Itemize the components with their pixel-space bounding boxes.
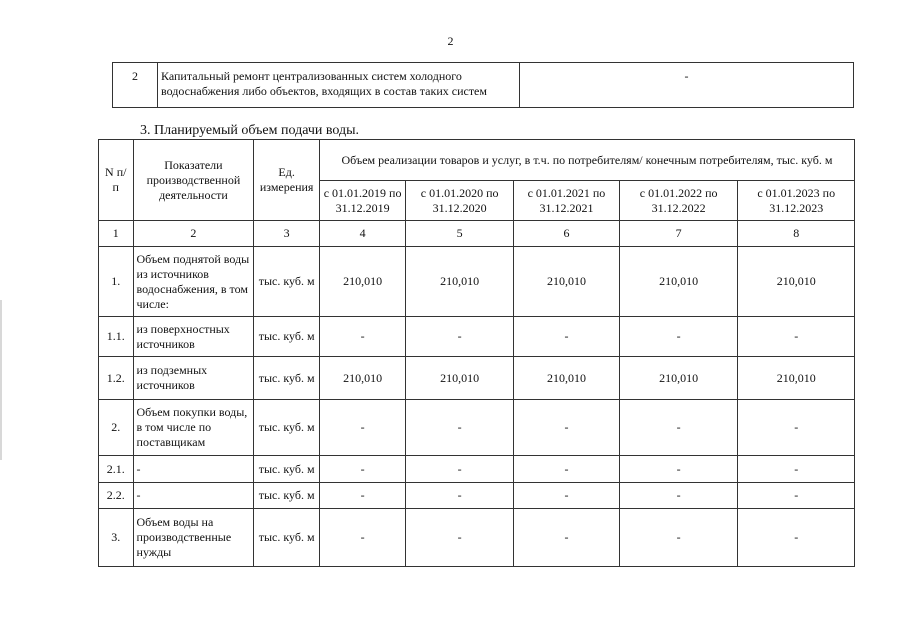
row-unit: тыс. куб. м bbox=[254, 400, 320, 456]
row-value: - bbox=[514, 483, 620, 509]
row-indicator: из подземных источников bbox=[133, 357, 254, 400]
header-group: Объем реализации товаров и услуг, в т.ч. по потребителям/ конечным потребителям, тыс. куб. м bbox=[319, 140, 854, 181]
header-row bbox=[99, 140, 855, 181]
row-number: 2. bbox=[99, 400, 134, 456]
row-value: - bbox=[619, 456, 738, 483]
table-row bbox=[99, 317, 855, 357]
row-value: - bbox=[738, 317, 855, 357]
row-number: 1.1. bbox=[99, 317, 134, 357]
row-value: - bbox=[514, 456, 620, 483]
water-supply-table bbox=[98, 139, 855, 567]
table-row bbox=[99, 247, 855, 317]
top-table bbox=[112, 62, 854, 108]
header-period: с 01.01.2021 по 31.12.2021 bbox=[514, 181, 620, 221]
row-value: - bbox=[514, 400, 620, 456]
row-value: - bbox=[406, 509, 514, 567]
row-indicator: Объем поднятой воды из источников водоснабжения, в том числе: bbox=[133, 247, 254, 317]
table-row bbox=[99, 483, 855, 509]
column-number: 7 bbox=[619, 221, 738, 247]
top-row-number: 2 bbox=[113, 63, 158, 108]
row-value: - bbox=[319, 483, 405, 509]
column-number: 8 bbox=[738, 221, 855, 247]
row-value: - bbox=[619, 509, 738, 567]
row-value: - bbox=[738, 509, 855, 567]
row-indicator: Объем покупки воды, в том числе по поставщикам bbox=[133, 400, 254, 456]
header-num: N п/п bbox=[99, 140, 134, 221]
row-value: 210,010 bbox=[619, 357, 738, 400]
page-number: 2 bbox=[447, 34, 454, 48]
header-period: с 01.01.2023 по 31.12.2023 bbox=[738, 181, 855, 221]
row-unit: тыс. куб. м bbox=[254, 456, 320, 483]
row-value: - bbox=[319, 456, 405, 483]
row-value: 210,010 bbox=[406, 247, 514, 317]
row-value: 210,010 bbox=[319, 357, 405, 400]
row-unit: тыс. куб. м bbox=[254, 509, 320, 567]
row-number: 3. bbox=[99, 509, 134, 567]
row-unit: тыс. куб. м bbox=[254, 483, 320, 509]
top-row-value: - bbox=[520, 63, 854, 108]
header-period: с 01.01.2022 по 31.12.2022 bbox=[619, 181, 738, 221]
column-number: 5 bbox=[406, 221, 514, 247]
row-value: - bbox=[406, 483, 514, 509]
row-value: - bbox=[738, 400, 855, 456]
table-row bbox=[99, 456, 855, 483]
row-value: - bbox=[619, 483, 738, 509]
table-row bbox=[113, 63, 854, 108]
row-value: 210,010 bbox=[514, 357, 620, 400]
row-value: - bbox=[619, 400, 738, 456]
header-period: с 01.01.2019 по 31.12.2019 bbox=[319, 181, 405, 221]
row-indicator: Объем воды на производственные нужды bbox=[133, 509, 254, 567]
row-value: 210,010 bbox=[738, 247, 855, 317]
row-indicator: - bbox=[133, 483, 254, 509]
row-value: 210,010 bbox=[738, 357, 855, 400]
row-value: - bbox=[319, 317, 405, 357]
row-value: 210,010 bbox=[319, 247, 405, 317]
row-value: - bbox=[406, 400, 514, 456]
row-value: - bbox=[406, 456, 514, 483]
column-number: 6 bbox=[514, 221, 620, 247]
row-unit: тыс. куб. м bbox=[254, 317, 320, 357]
header-period: с 01.01.2020 по 31.12.2020 bbox=[406, 181, 514, 221]
row-unit: тыс. куб. м bbox=[254, 357, 320, 400]
table-row bbox=[99, 509, 855, 567]
table-row bbox=[99, 400, 855, 456]
row-number: 2.2. bbox=[99, 483, 134, 509]
row-indicator: из поверхностных источников bbox=[133, 317, 254, 357]
row-number: 1.2. bbox=[99, 357, 134, 400]
row-value: 210,010 bbox=[619, 247, 738, 317]
table-row bbox=[99, 357, 855, 400]
row-value: 210,010 bbox=[514, 247, 620, 317]
row-value: - bbox=[319, 400, 405, 456]
column-numbers-row bbox=[99, 221, 855, 247]
top-row-description: Капитальный ремонт централизованных систем холодного водоснабжения либо объектов, входящих в состав таких систем bbox=[158, 63, 520, 108]
row-value: - bbox=[738, 456, 855, 483]
row-value: 210,010 bbox=[406, 357, 514, 400]
row-number: 1. bbox=[99, 247, 134, 317]
column-number: 2 bbox=[133, 221, 254, 247]
row-value: - bbox=[514, 509, 620, 567]
row-value: - bbox=[514, 317, 620, 357]
scan-edge-mark bbox=[0, 300, 2, 460]
row-unit: тыс. куб. м bbox=[254, 247, 320, 317]
row-value: - bbox=[406, 317, 514, 357]
header-indicator: Показатели производственной деятельности bbox=[133, 140, 254, 221]
row-number: 2.1. bbox=[99, 456, 134, 483]
row-value: - bbox=[319, 509, 405, 567]
section-title: 3. Планируемый объем подачи воды. bbox=[140, 123, 360, 138]
column-number: 4 bbox=[319, 221, 405, 247]
row-indicator: - bbox=[133, 456, 254, 483]
row-value: - bbox=[738, 483, 855, 509]
header-unit: Ед. измерения bbox=[254, 140, 320, 221]
column-number: 1 bbox=[99, 221, 134, 247]
column-number: 3 bbox=[254, 221, 320, 247]
row-value: - bbox=[619, 317, 738, 357]
